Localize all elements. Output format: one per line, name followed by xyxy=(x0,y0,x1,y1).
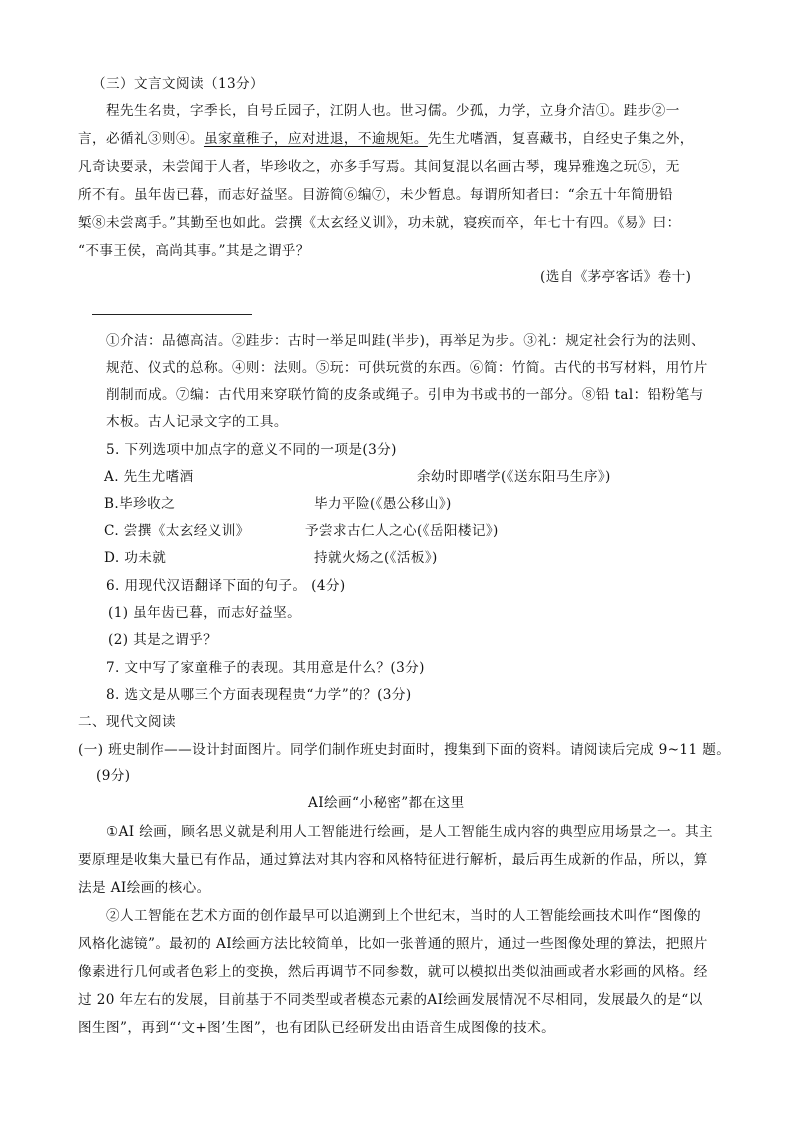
option-left: D. 功未就 xyxy=(104,550,167,566)
option-left: B.毕珍收之 xyxy=(104,496,176,512)
passage-line: 所不有。虽年齿已暮，而志好益坚。目游简⑥编⑦，未少暂息。每谓所知者曰：“余五十年简册铅 xyxy=(78,187,674,203)
option-c xyxy=(104,521,724,541)
option-b xyxy=(104,494,724,514)
passage-text: 言，必循礼③则④。 xyxy=(78,131,204,147)
option-d xyxy=(104,548,724,568)
passage-line: “不事王侯，高尚其事。”其是之谓乎？ xyxy=(78,243,310,259)
article-line: ①AI 绘画，顾名思义就是利用人工智能进行绘画，是人工智能生成内容的典型应用场景之一。其主 xyxy=(106,824,714,840)
question-5: 5. 下列选项中加点字的意义不同的一项是(3分) xyxy=(106,442,397,458)
reading-intro-points: (9分) xyxy=(96,768,131,784)
article-line: 图生图”，再到“‘文+图’生图”，也有团队已经研发出由语音生成图像的技术。 xyxy=(78,1020,556,1036)
question-8: 8. 选文是从哪三个方面表现程贵“力学”的？(3分) xyxy=(106,687,412,703)
option-left: A. 先生尤嗜酒 xyxy=(104,469,194,485)
question-6-sentence-2: (2) 其是之谓乎？ xyxy=(108,632,218,648)
article-title: AI绘画“小秘密”都在这里 xyxy=(308,795,465,811)
option-right: 毕力平险(《愚公移山》) xyxy=(314,496,452,512)
passage-line: 程先生名贵，字季长，自号丘园子，江阴人也。世习儒。少孤，力学，立身介洁①。跬步②一 xyxy=(106,103,680,119)
option-right: 余幼时即嗜学(《送东阳马生序》) xyxy=(417,469,611,485)
option-left: C. 尝撰《太玄经义训》 xyxy=(104,523,250,539)
question-6-sentence-1: (1) 虽年齿已暮，而志好益坚。 xyxy=(108,605,302,621)
option-right: 持就火炀之(《活板》) xyxy=(314,550,438,566)
passage-line xyxy=(78,129,694,149)
footnote-line: 规范、仪式的总称。④则：法则。⑤玩：可供玩赏的东西。⑥简：竹简。古代的书写材料，用竹片 xyxy=(106,360,708,376)
article-line: ②人工智能在艺术方面的创作最早可以追溯到上个世纪末，当时的人工智能绘画技术叫作“图像的 xyxy=(106,908,702,924)
underlined-sentence: 虽家童稚子，应对进退，不逾规矩。 xyxy=(203,131,428,147)
article-line: 要原理是收集大量已有作品，通过算法对其内容和风格特征进行解析，最后再生成新的作品，所以，算 xyxy=(78,852,708,868)
source-citation: (选自《茅亭客话》卷十) xyxy=(540,269,692,285)
part-heading: 二、现代文阅读 xyxy=(78,714,176,730)
footnote-line: ①介洁：品德高洁。②跬步：古时一举足叫跬(半步)，再举足为步。③礼：规定社会行为的法则、 xyxy=(106,333,706,349)
question-7: 7. 文中写了家童稚子的表现。其用意是什么？(3分) xyxy=(106,660,425,676)
article-line: 风格化滤镜”。最初的 AI绘画方法比较简单，比如一张普通的照片，通过一些图像处理的算法，把照片 xyxy=(78,936,708,952)
footnote-line: 木板。古人记录文字的工具。 xyxy=(106,414,288,430)
footnote-line: 削制而成。⑦编：古代用来穿联竹简的皮条或绳子。引申为书或书的一部分。⑧铅 tal：铅粉笔与 xyxy=(106,387,704,403)
article-line: 过 20 年左右的发展，目前基于不同类型或者模态元素的AI绘画发展情况不尽相同，发展最久的是“以 xyxy=(78,992,703,1008)
article-line: 法是 AI绘画的核心。 xyxy=(78,880,211,896)
section-heading: （三）文言文阅读（13分） xyxy=(92,76,265,92)
option-a xyxy=(104,467,724,487)
footnote-divider xyxy=(92,314,252,315)
question-6: 6. 用现代汉语翻译下面的句子。 (4分) xyxy=(106,578,346,594)
article-line: 像素进行几何或者色彩上的变换，然后再调节不同参数，就可以模拟出类似油画或者水彩画的风格。经 xyxy=(78,964,708,980)
reading-intro: (一) 班史制作——设计封面图片。同学们制作班史封面时，搜集到下面的资料。请阅读后完成 9~11 题。 xyxy=(78,742,731,758)
passage-line: 椠⑧未尝离手。”其勤至也如此。尝撰《太玄经义训》，功未就，寝疾而卒，年七十有四。《易》曰： xyxy=(78,215,681,231)
option-right: 予尝求古仁人之心(《岳阳楼记》) xyxy=(305,523,499,539)
passage-line: 凡奇诀要录，未尝闻于人者，毕珍收之，亦多手写焉。其间复混以名画古琴，瑰异雅逸之玩⑤，无 xyxy=(78,159,680,175)
passage-text: 先生尤嗜酒，复喜藏书，自经史子集之外， xyxy=(427,131,694,147)
